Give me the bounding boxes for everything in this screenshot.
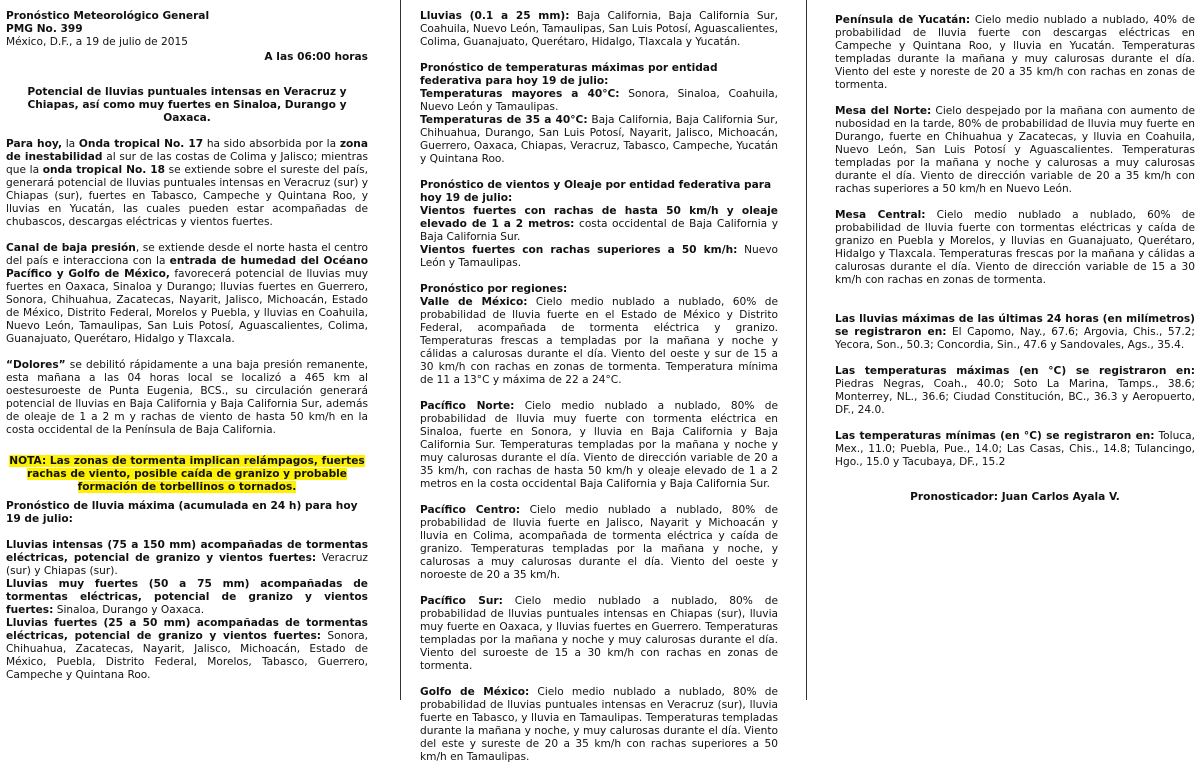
document-title: Pronóstico Meteorológico General <box>6 10 210 22</box>
column-2 <box>420 10 778 777</box>
rain-very-strong: Lluvias muy fuertes (50 a 75 mm) acompañadas de tormentas eléctricas, potencial de granizo y vientos fuertes: Sinaloa, Durango y Oaxaca. <box>6 578 368 616</box>
region-peninsula-de-yucatan: Península de Yucatán: Cielo medio nublado a nublado, 40% de probabilidad de lluvia fuerte con descargas eléctricas en Campeche y Quintana Roo, y lluvia en Yucatán. Temperaturas templadas durante la mañana y muy calurosas durante el día. Viento del este y noreste de 20 a 35 km/h con rachas en zonas de tormenta. <box>835 14 1195 91</box>
winds-1: Vientos fuertes con rachas de hasta 50 km/h y oleaje elevado de 1 a 2 metros: costa occidental de Baja California y Baja California Sur. <box>420 205 778 243</box>
temps-35-40: Temperaturas de 35 a 40°C: Baja California, Baja California Sur, Chihuahua, Durango, San Luis Potosí, Nayarit, Jalisco, Michoacán, Guerrero, Oaxaca, Chiapas, Veracruz, Tabasco, Campeche, Yucatán y Quintana Roo. <box>420 114 778 165</box>
column-3 <box>835 14 1195 517</box>
region-pacifico-norte: Pacífico Norte: Cielo medio nublado a nublado, 80% de probabilidad de lluvia muy fuerte con tormenta eléctrica en Sinaloa, fuerte en Sonora, y lluvia en Baja California y Baja California Sur. Temperaturas templadas por la mañana y noche y muy calurosas durante el día. Viento de dirección variable de 20 a 35 km/h, con rachas de hasta 50 km/h y oleaje elevado de 1 a 2 metros en la costa occidental Baja California y Baja California Sur. <box>420 400 778 490</box>
rain-forecast-title: Pronóstico de lluvia máxima (acumulada en 24 h) para hoy 19 de julio: <box>6 500 358 525</box>
forecaster: Pronosticador: Juan Carlos Ayala V. <box>910 491 1120 503</box>
rain-light: Lluvias (0.1 a 25 mm): Baja California, Baja California Sur, Coahuila, Nuevo León, Tamaulipas, San Luis Potosí, Aguascalientes, Colima, Guanajuato, Querétaro, Hidalgo, Tlaxcala y Yucatán. <box>420 10 779 48</box>
temps-above-40: Temperaturas mayores a 40°C: Sonora, Sinaloa, Coahuila, Nuevo León y Tamaulipas. <box>420 88 778 113</box>
region-pacifico-centro: Pacífico Centro: Cielo medio nublado a nublado, 80% de probabilidad de lluvia fuerte en Jalisco, Nayarit y Michoacán y lluvia en Colima, acompañada de tormenta eléctrica y caída de granizo. Temperaturas templadas por la mañana y noche, y calurosas a muy calurosas durante el día. Viento del oeste y noroeste de 20 a 35 km/h. <box>420 504 779 581</box>
para-dolores: “Dolores” se debilitó rápidamente a una baja presión remanente, esta mañana a las 04 horas local se localizó a 465 km al oestesuroeste de Punta Eugenia, BCS., su circulación generará potencial de lluvias en Baja California y Baja California Sur, además de oleaje de 1 a 2 m y rachas de viento de hasta 50 km/h en la costa occidental de la Península de Baja California. <box>6 359 368 436</box>
winds-2: Vientos fuertes con rachas superiores a 50 km/h: Nuevo León y Tamaulipas. <box>420 244 778 269</box>
record-min-temp: Las temperaturas mínimas (en °C) se registraron en: Toluca, Mex., 11.0; Puebla, Pue., 14.0; Las Casas, Chis., 14.8; Tulancingo, Hgo., 15.0 y Tacubaya, DF., 15.2 <box>835 430 1195 468</box>
storm-note: NOTA: Las zonas de tormenta implican relámpagos, fuertes rachas de viento, posible caída de granizo y probable formación de torbellinos o tornados. <box>9 455 365 493</box>
rain-strong: Lluvias fuertes (25 a 50 mm) acompañadas de tormentas eléctricas, potencial de granizo y vientos fuertes: Sonora, Chihuahua, Zacatecas, Nayarit, Jalisco, Michoacán, Estado de México, Puebla, Distrito Federal, Morelos, Tabasco, Guerrero, Campeche y Quintana Roo. <box>6 617 368 681</box>
region-mesa-central: Mesa Central: Cielo medio nublado a nublado, 60% de probabilidad de lluvia fuerte con tormentas eléctricas y caída de granizo en Puebla y Morelos, y lluvias en Guanajuato, Querétaro, Hidalgo y Tlaxcala. Temperaturas frescas por la mañana y cálidas a calurosas durante el día. Viento de dirección variable de 15 a 30 km/h con rachas en zonas de tormenta. <box>835 209 1196 286</box>
bulletin-number: PMG No. 399 <box>6 23 83 35</box>
issue-time: A las 06:00 horas <box>264 51 368 63</box>
region-valle-de-mexico: Valle de México: Cielo medio nublado a nublado, 60% de probabilidad de lluvia fuerte en el Estado de México y Distrito Federal, acompañada de tormenta eléctrica y granizo. Temperaturas frescas a templadas por la mañana y noche y cálidas a calurosas durante el día. Viento del oeste y sur de 15 a 30 km/h con rachas en zonas de tormenta. Temperatura mínima de 11 a 13°C y máxima de 22 a 24°C. <box>420 296 778 386</box>
winds-title: Pronóstico de vientos y Oleaje por entidad federativa para hoy 19 de julio: <box>420 179 772 204</box>
region-mesa-del-norte: Mesa del Norte: Cielo despejado por la mañana con aumento de nubosidad en la tarde, 80% de probabilidad de lluvia muy fuerte en Durango, fuerte en Chihuahua y Zacatecas, y lluvia en Coahuila, Nuevo León, San Luis Potosí y Aguascalientes. Temperaturas templadas por la mañana y noche y calurosas a muy calurosas durante el día. Viento de dirección variable de 20 a 35 km/h con rachas superiores a 50 km/h en Nuevo León. <box>835 105 1196 195</box>
column-divider-1 <box>400 0 401 700</box>
region-golfo-de-mexico: Golfo de México: Cielo medio nublado a nublado, 80% de probabilidad de lluvias puntuales intensas en Veracruz (sur), lluvia fuerte en Tabasco, y lluvia en Tamaulipas. Temperaturas templadas durante la mañana y noche, y muy calurosas durante el día. Viento del este y sureste de 20 a 35 km/h con rachas superiores a 50 km/h en Tamaulipas. <box>420 686 779 763</box>
record-max-rain: Las lluvias máximas de las últimas 24 horas (en milímetros) se registraron en: El Capomo, Nay., 67.6; Argovia, Chis., 57.2; Yecora, Son., 50.3; Concordia, Sin., 47.6 y Sandovales, Ags., 35.4. <box>835 313 1195 351</box>
place-date: México, D.F., a 19 de julio de 2015 <box>6 36 189 48</box>
para-low-pressure-channel: Canal de baja presión, se extiende desde el norte hasta el centro del país e interacciona con la entrada de humedad del Océano Pacífico y Golfo de México, favorecerá potencial de lluvias muy fuertes en Oaxaca, Sinaloa y Durango; lluvias fuertes en Guerrero, Sonora, Chihuahua, Zacatecas, Nayarit, Jalisco, Michoacán, Estado de México, Distrito Federal, Morelos y Puebla, y lluvias en Coahuila, Nuevo León, Tamaulipas, San Luis Potosí, Aguascalientes, Colima, Guanajuato, Querétaro, Hidalgo y Tlaxcala. <box>6 242 368 345</box>
column-divider-2 <box>806 0 807 700</box>
regions-title: Pronóstico por regiones: <box>420 283 568 295</box>
temps-title: Pronóstico de temperaturas máximas por entidad federativa para hoy 19 de julio: <box>420 62 718 87</box>
document-header <box>6 10 368 64</box>
record-max-temp: Las temperaturas máximas (en °C) se registraron en: Piedras Negras, Coah., 40.0; Soto La Marina, Tamps., 38.6; Monterrey, NL., 36.6; Ciudad Constitución, BC., 36.3 y Aeropuerto, DF., 24.0. <box>835 365 1195 416</box>
para-tropical-waves: Para hoy, la Onda tropical No. 17 ha sido absorbida por la zona de inestabilidad al sur de las costas de Colima y Jalisco; mientras que la onda tropical No. 18 se extiende sobre el sureste del país, generará potencial de lluvias puntuales intensas en Veracruz (sur) y Chiapas (sur), fuertes en Tabasco, Campeche y Quintana Roo, y lluvias en Yucatán, las cuales pueden estar acompañadas de chubascos, descargas eléctricas y vientos fuertes. <box>6 138 369 228</box>
headline: Potencial de lluvias puntuales intensas en Veracruz y Chiapas, así como muy fuertes en Sinaloa, Durango y Oaxaca. <box>27 86 347 124</box>
column-1 <box>6 10 368 682</box>
rain-intense: Lluvias intensas (75 a 150 mm) acompañadas de tormentas eléctricas, potencial de granizo y vientos fuertes: Veracruz (sur) y Chiapas (sur). <box>6 539 368 577</box>
region-pacifico-sur: Pacífico Sur: Cielo medio nublado a nublado, 80% de probabilidad de lluvias puntuales intensas en Chiapas (sur), lluvia muy fuerte en Oaxaca, y lluvias fuertes en Guerrero. Temperaturas templadas por la mañana y noche y muy calurosas durante el día. Viento del suroeste de 15 a 30 km/h con rachas en zonas de tormenta. <box>420 595 778 672</box>
